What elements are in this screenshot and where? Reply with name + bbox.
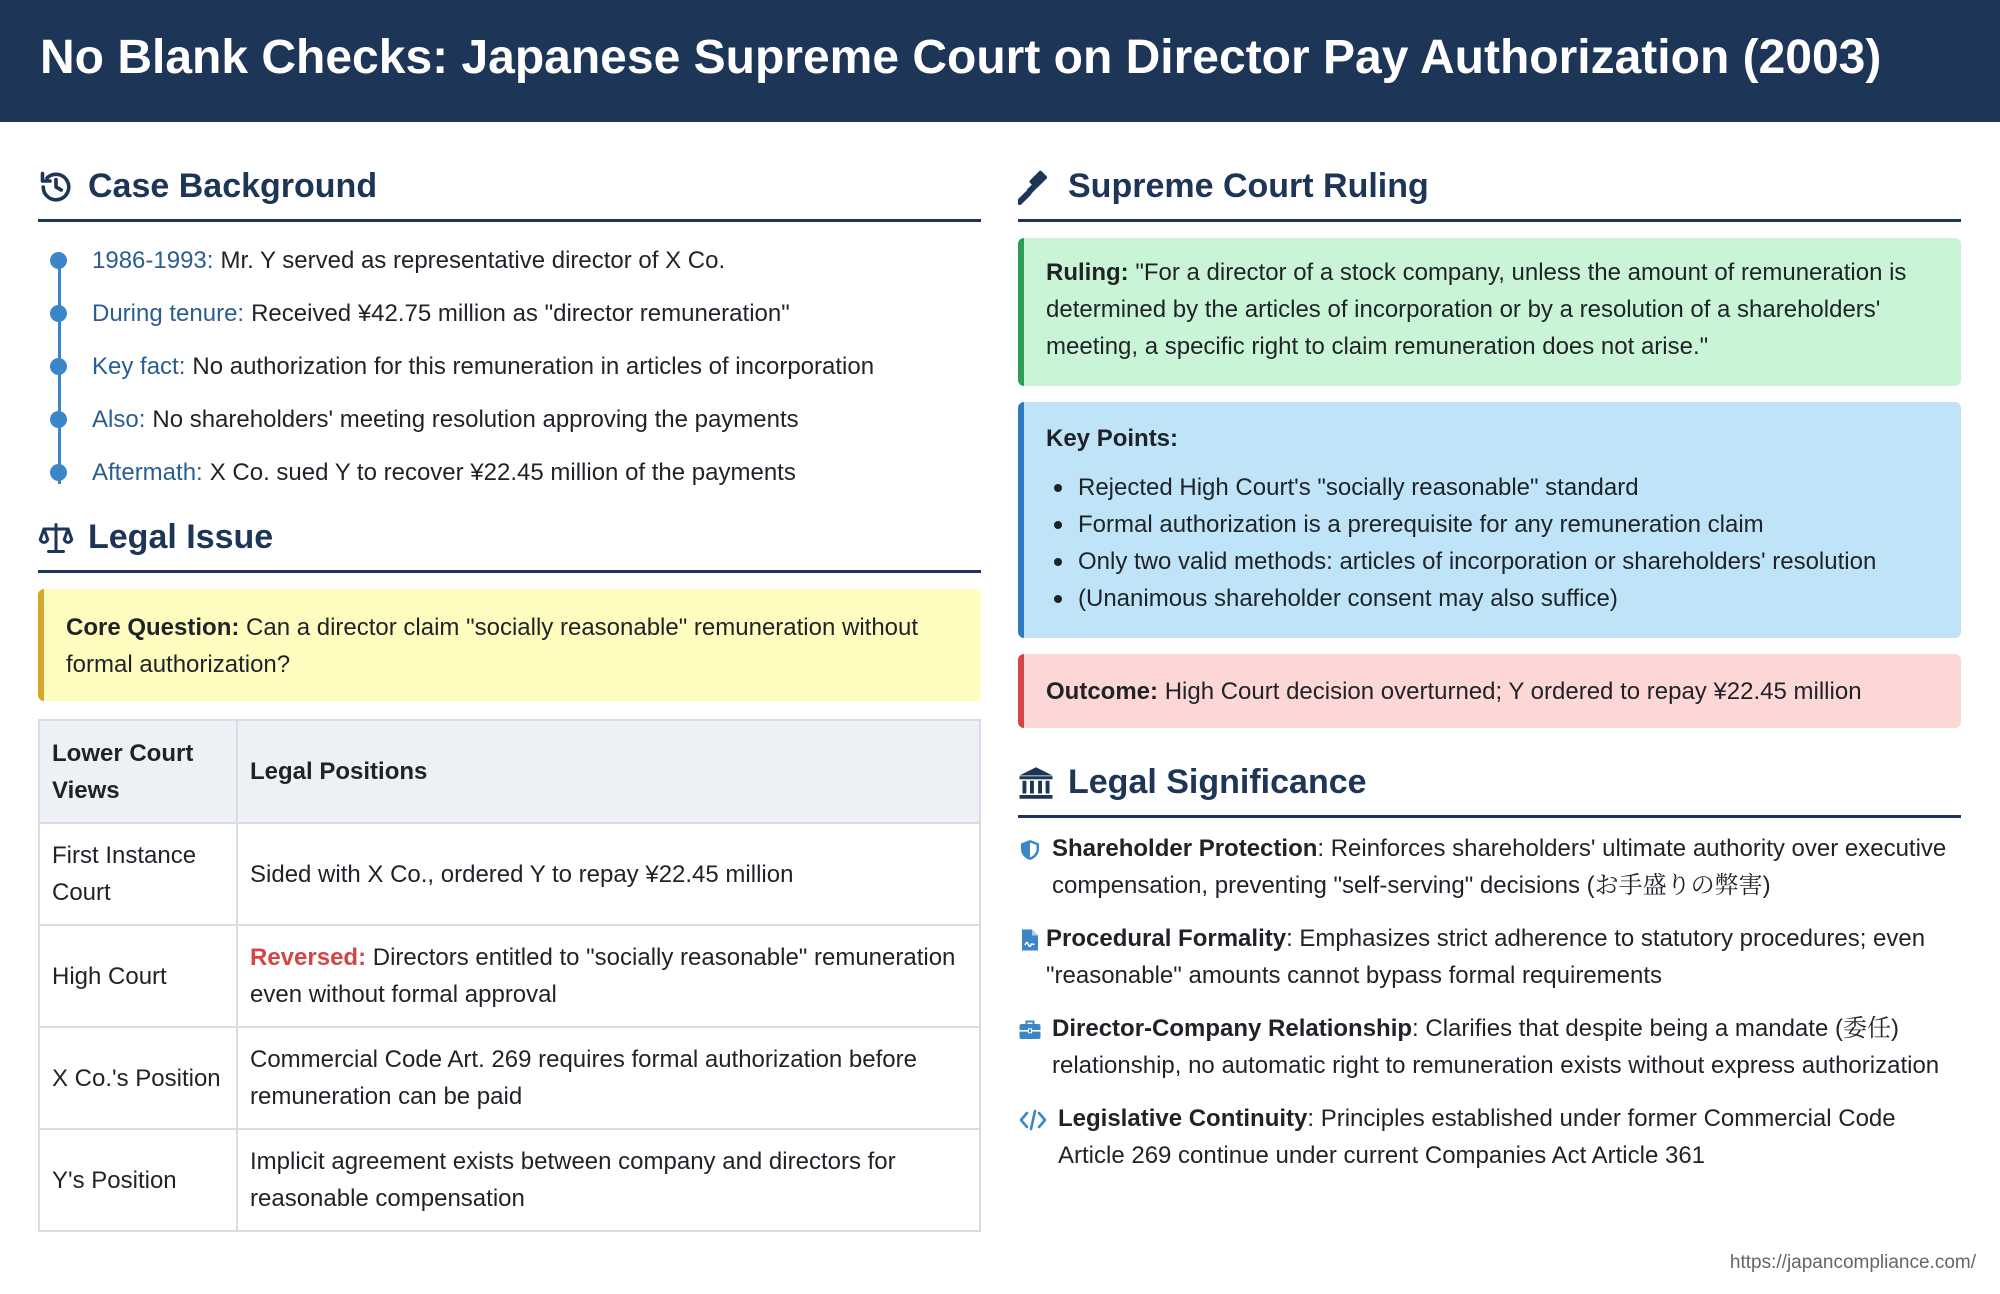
position-cell: Implicit agreement exists between company and directors for reasonable compensation xyxy=(237,1129,980,1231)
key-points-callout xyxy=(1018,402,1961,638)
position-cell: Sided with X Co., ordered Y to repay ¥22.45 million xyxy=(237,823,980,925)
position-cell: Commercial Code Art. 269 requires formal authorization before remuneration can be paid xyxy=(237,1027,980,1129)
scale-icon xyxy=(38,520,74,556)
ruling-header xyxy=(1018,160,1961,222)
timeline-label: 1986-1993: xyxy=(92,246,214,274)
timeline-text: Received ¥42.75 million as "director remuneration" xyxy=(251,299,790,327)
significance-title: Legislative Continuity xyxy=(1058,1105,1308,1132)
significance-list xyxy=(1018,830,1961,1174)
timeline-label: Aftermath: xyxy=(92,458,203,486)
significance-text: : Principles established under former Commercial Code Article 269 continue under current Companies Act Article 361 xyxy=(1058,1105,1896,1169)
court-cell: First Instance Court xyxy=(39,823,237,925)
timeline-dot xyxy=(50,358,67,375)
key-points-title: Key Points: xyxy=(1046,425,1179,452)
position-text: Directors entitled to "socially reasonable" remuneration even without formal approval xyxy=(250,944,956,1008)
table-row xyxy=(39,1129,980,1231)
case-background-heading: Case Background xyxy=(88,167,378,205)
timeline-item xyxy=(92,287,981,340)
significance-title: Director-Company Relationship xyxy=(1052,1015,1413,1042)
timeline-dot xyxy=(50,252,67,269)
core-question-callout xyxy=(38,589,981,701)
significance-title: Shareholder Protection xyxy=(1052,835,1318,862)
history-icon xyxy=(38,169,74,205)
significance-text: : Clarifies that despite being a mandate (委任) relationship, no automatic right to remuneration exists without express authorization xyxy=(1052,1015,1940,1079)
right-column xyxy=(1018,160,1961,1190)
page-title: No Blank Checks: Japanese Supreme Court on Director Pay Authorization (2003) xyxy=(40,31,1882,84)
outcome-text: High Court decision overturned; Y ordered to repay ¥22.45 million xyxy=(1164,677,1862,705)
timeline-item xyxy=(92,234,981,287)
timeline-text: X Co. sued Y to recover ¥22.45 million of the payments xyxy=(209,458,796,486)
case-background-header xyxy=(38,160,981,222)
table-row xyxy=(39,925,980,1027)
institution-icon xyxy=(1018,765,1054,801)
list-item: Formal authorization is a prerequisite for any remuneration claim xyxy=(1046,506,1939,543)
court-cell: X Co.'s Position xyxy=(39,1027,237,1129)
list-item: Rejected High Court's "socially reasonable" standard xyxy=(1046,469,1939,506)
list-item: Only two valid methods: articles of incorporation or shareholders' resolution xyxy=(1046,543,1939,580)
lower-court-table xyxy=(38,719,981,1232)
list-item: (Unanimous shareholder consent may also suffice) xyxy=(1046,580,1939,617)
timeline-label: During tenure: xyxy=(92,299,245,327)
page-header xyxy=(0,0,2000,122)
ruling-callout xyxy=(1018,238,1961,386)
timeline-label: Also: xyxy=(92,405,146,433)
core-question-label: Core Question: xyxy=(66,614,240,641)
timeline-text: No authorization for this remuneration in articles of incorporation xyxy=(192,352,875,380)
significance-header xyxy=(1018,756,1961,818)
core-question-text: Can a director claim "socially reasonable" remuneration without formal authorization? xyxy=(66,614,919,678)
timeline-dot xyxy=(50,411,67,428)
left-column xyxy=(38,160,981,1232)
case-timeline xyxy=(38,234,981,499)
court-cell: Y's Position xyxy=(39,1129,237,1231)
ruling-text: "For a director of a stock company, unless the amount of remuneration is determined by the articles of incorporation or by a resolution of a shareholders' meeting, a specific right to claim remuneration does not arise." xyxy=(1046,259,1907,360)
significance-item xyxy=(1018,830,1961,904)
column-header: Legal Positions xyxy=(237,720,980,823)
column-header: Lower Court Views xyxy=(39,720,237,823)
document-signature-icon xyxy=(1018,928,1042,952)
table-row xyxy=(39,1027,980,1129)
key-points-list xyxy=(1046,469,1939,617)
timeline-item xyxy=(92,446,981,499)
code-icon xyxy=(1018,1108,1048,1132)
ruling-heading: Supreme Court Ruling xyxy=(1068,167,1429,205)
timeline-text: Mr. Y served as representative director of X Co. xyxy=(220,246,726,274)
reversed-label: Reversed: xyxy=(250,944,367,971)
timeline-label: Key fact: xyxy=(92,352,186,380)
significance-item xyxy=(1018,920,1961,994)
legal-issue-heading: Legal Issue xyxy=(88,518,274,556)
timeline-dot xyxy=(50,464,67,481)
timeline-item xyxy=(92,340,981,393)
briefcase-icon xyxy=(1018,1018,1042,1042)
significance-text: : Emphasizes strict adherence to statutory procedures; even "reasonable" amounts cannot bypass formal requirements xyxy=(1046,925,1926,989)
significance-item xyxy=(1018,1010,1961,1084)
legal-issue-header xyxy=(38,511,981,573)
gavel-icon xyxy=(1018,169,1054,205)
timeline-item xyxy=(92,393,981,446)
timeline-dot xyxy=(50,305,67,322)
table-header-row xyxy=(39,720,980,823)
significance-title: Procedural Formality xyxy=(1046,925,1287,952)
outcome-label: Outcome: xyxy=(1046,677,1159,705)
shield-icon xyxy=(1018,838,1042,862)
source-url: https://japancompliance.com/ xyxy=(1729,1252,1976,1273)
table-row xyxy=(39,823,980,925)
position-cell xyxy=(237,925,980,1027)
court-cell: High Court xyxy=(39,925,237,1027)
ruling-label: Ruling: xyxy=(1046,259,1129,286)
significance-text: : Reinforces shareholders' ultimate authority over executive compensation, preventing "self-serving" decisions (お手盛りの弊害) xyxy=(1052,835,1947,899)
significance-heading: Legal Significance xyxy=(1068,763,1367,801)
timeline-text: No shareholders' meeting resolution approving the payments xyxy=(152,405,799,433)
outcome-callout xyxy=(1018,654,1961,728)
significance-item xyxy=(1018,1100,1961,1174)
